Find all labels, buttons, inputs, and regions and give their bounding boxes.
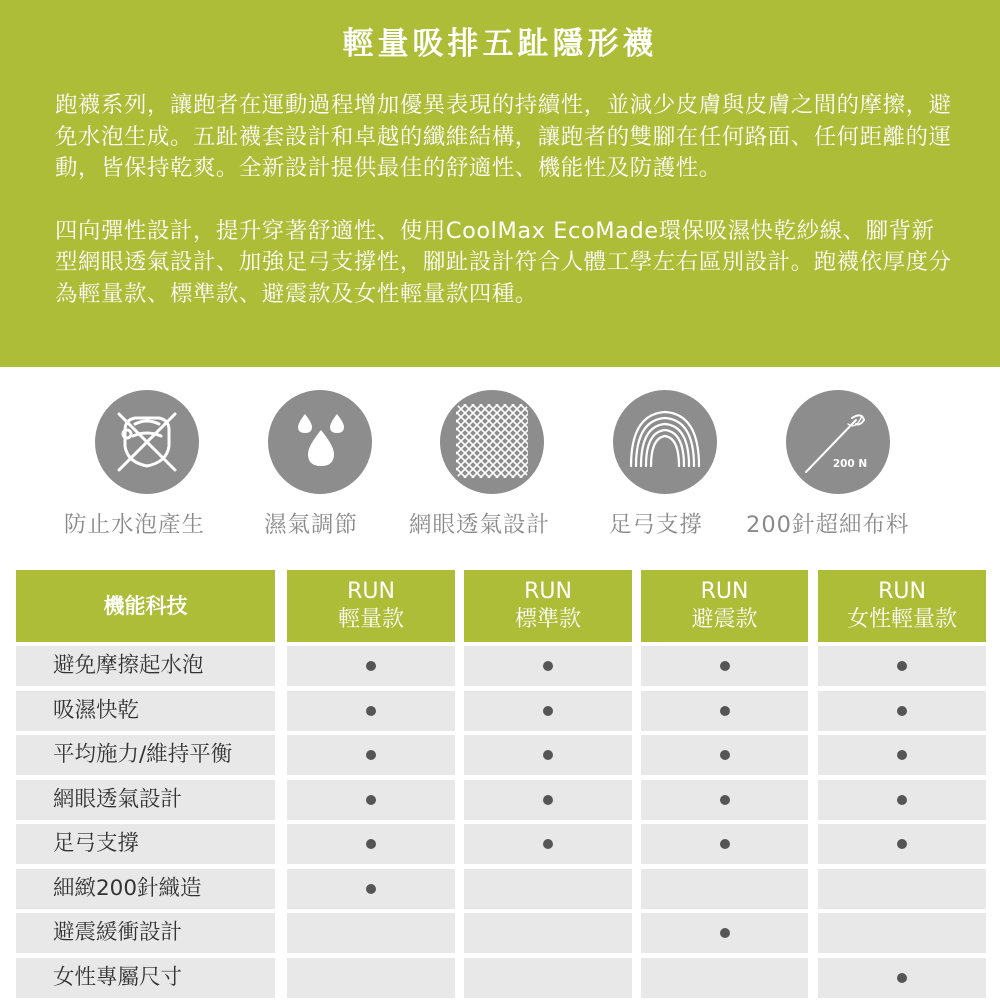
feature-dot: [720, 706, 730, 716]
column-line1: RUN: [524, 579, 572, 604]
table-cell: [641, 958, 808, 998]
table-cell: [464, 958, 632, 998]
feature-label-moisture: 濕氣調節: [264, 512, 359, 538]
table-header-light: [287, 570, 455, 642]
column-line2: 女性輕量款: [846, 607, 957, 632]
feature-dot: [366, 750, 376, 760]
feature-dot: [543, 839, 553, 849]
mesh-icon: [440, 390, 544, 494]
column-line2: 標準款: [514, 607, 581, 632]
hero-description: [55, 90, 955, 341]
table-cell: [287, 913, 455, 953]
table-row-label: 細緻200針織造: [53, 876, 202, 901]
no-blister-icon: [95, 390, 199, 494]
table-row-label: 吸濕快乾: [53, 698, 140, 723]
table-cell: [818, 913, 986, 953]
feature-dot: [366, 661, 376, 671]
column-line1: RUN: [700, 579, 749, 604]
table-header-women: [818, 570, 986, 642]
feature-dot: [897, 839, 907, 849]
table-header-standard: [464, 570, 632, 642]
table-row-label: 平均施力/維持平衡: [53, 742, 233, 767]
feature-dot: [720, 795, 730, 805]
feature-label-needle: 200針超細布料: [746, 512, 910, 538]
feature-dot: [543, 661, 553, 671]
feature-dot: [720, 661, 730, 671]
feature-dot: [366, 884, 376, 894]
column-line2: 避震款: [691, 607, 758, 632]
feature-label-no-blister: 防止水泡產生: [64, 512, 206, 538]
feature-dot: [897, 661, 907, 671]
feature-dot: [720, 839, 730, 849]
table-row-label: 避免摩擦起水泡: [53, 653, 204, 678]
feature-dot: [897, 973, 907, 983]
table-row-label: 足弓支撐: [53, 831, 140, 856]
feature-dot: [897, 706, 907, 716]
feature-dot: [366, 839, 376, 849]
table-row-label: 網眼透氣設計: [53, 787, 183, 812]
feature-label-mesh: 網眼透氣設計: [409, 512, 551, 538]
arch-support-icon: [613, 390, 717, 494]
hero-banner: [0, 0, 1000, 367]
table-header-cushion: [641, 570, 808, 642]
feature-label-arch-support: 足弓支撐: [609, 512, 704, 538]
column-line1: RUN: [347, 579, 395, 604]
feature-dot: [897, 750, 907, 760]
feature-dot: [543, 750, 553, 760]
table-cell: [464, 869, 632, 909]
column-line1: RUN: [878, 579, 926, 604]
description-paragraph-2: 四向彈性設計，提升穿著舒適性、使用CoolMax EcoMade環保吸濕快乾紗線、腳背新型網眼透氣設計、加強足弓支撐性，腳趾設計符合人體工學左右區別設計。跑襪依厚度分為輕量款、標準款、避震款及女性輕量款四種。: [55, 217, 952, 307]
table-cell: [818, 869, 986, 909]
feature-dot: [366, 795, 376, 805]
feature-dot: [897, 795, 907, 805]
table-header-feature: 機能科技: [16, 570, 275, 642]
table-row-label: 避震緩衝設計: [53, 920, 183, 945]
table-row-label: 女性專屬尺寸: [53, 965, 183, 990]
description-paragraph-1: 跑襪系列，讓跑者在運動過程增加優異表現的持續性，並減少皮膚與皮膚之間的摩擦，避免水泡生成。五趾襪套設計和卓越的纖維結構，讓跑者的雙腳在任何路面、任何距離的運動，皆保持乾爽。全新設計提供最佳的舒適性、機能性及防護性。: [55, 92, 952, 181]
feature-dot: [543, 795, 553, 805]
moisture-drops-icon: [268, 390, 372, 494]
feature-dot: [720, 928, 730, 938]
feature-dot: [366, 706, 376, 716]
feature-dot: [720, 750, 730, 760]
feature-dot: [543, 706, 553, 716]
page-title: 輕量吸排五趾隱形襪: [342, 26, 658, 62]
table-cell: [641, 869, 808, 909]
needle-icon: [786, 390, 890, 494]
table-cell: [464, 913, 632, 953]
table-cell: [287, 958, 455, 998]
needle-badge: 200 N: [832, 458, 868, 470]
column-line2: 輕量款: [337, 607, 404, 632]
